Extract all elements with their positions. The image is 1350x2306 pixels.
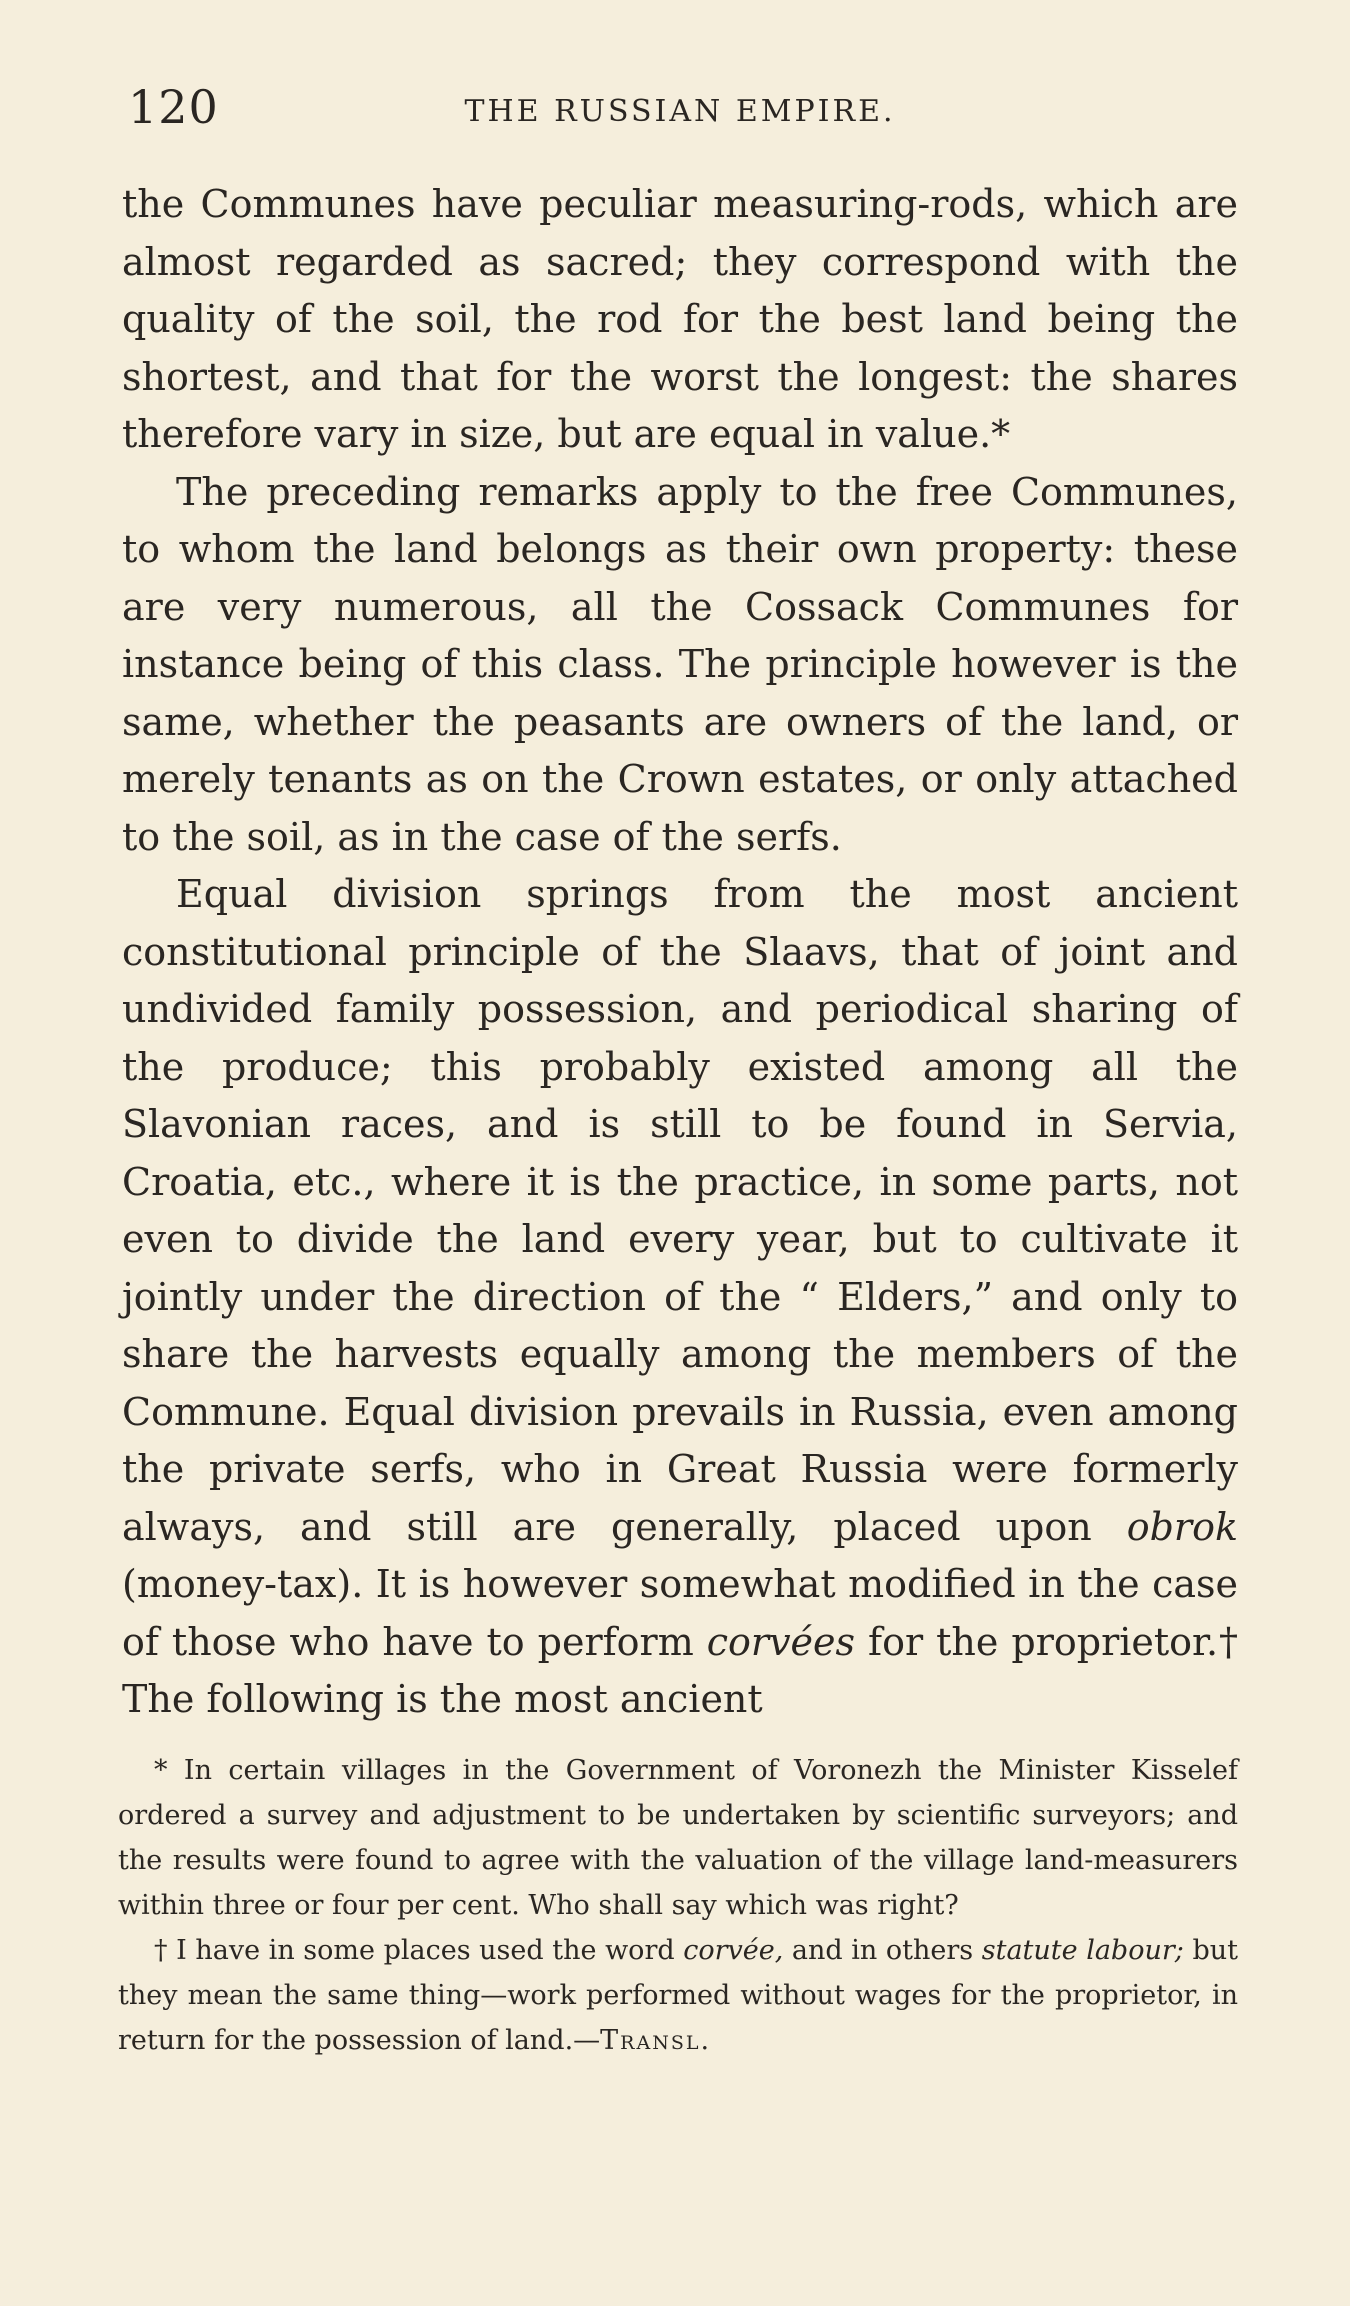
footnote-1: * In certain villages in the Government of Voronezh the Minister Kisselef ordered a survey and adjustment to be undertaken by scientific surveyors; and the results were found to agree with the valuation of the village land-measurers within three or four per cent. Who shall say which was right?	[118, 1755, 1238, 1921]
running-title: THE RUSSIAN EMPIRE.	[464, 94, 896, 129]
paragraph-2: The preceding remarks apply to the free Communes, to whom the land belongs as their own property: these are very numerous, all the Cossack Communes for instance being of this class. The principle however is the same, whether the peasants are owners of the land, or merely tenants as on the Crown estates, or only attached to the soil, as in the case of the serfs.	[122, 469, 1238, 859]
paragraph-3-part-a: Equal division springs from the most ancient constitutional principle of the Slaavs, that of joint and undivided family possession, and periodical sharing of the produce; this probably existed among all the Slavonian races, and is still to be found in Servia, Croatia, etc., where it is the practice, in some parts, not even to divide the land every year, but to cultivate it jointly under the direction of the “ Elders,” and only to share the harvests equally among the members of the Commune. Equal division prevails in Russia, even among the private serfs, who in Great Russia were formerly always, and still are generally, placed upon	[122, 872, 1238, 1549]
footnote-2	[118, 1928, 1238, 2063]
translator-mark: Transl.	[600, 2025, 712, 2056]
page-number: 120	[128, 80, 219, 134]
italic-corvee: corvée,	[683, 1935, 784, 1966]
paragraph-3	[122, 866, 1238, 1729]
paragraph-1: the Communes have peculiar measuring-rods, which are almost regarded as sacred; they correspond with the quality of the soil, the rod for the best land being the shortest, and that for the worst the longest: the shares therefore vary in size, but are equal in value.*	[122, 182, 1238, 456]
italic-obrok: obrok	[1126, 1504, 1238, 1549]
page-header	[122, 80, 1238, 140]
footnote-2-part-a: † I have in some places used the word	[154, 1935, 684, 1966]
paragraph-3-part-c: for the proprietor.† The following is the most ancient	[122, 1619, 1239, 1721]
footnotes	[118, 1748, 1238, 2063]
body-text	[122, 176, 1238, 1729]
footnote-2-part-b: and in others	[783, 1935, 982, 1966]
italic-statute-labour: statute labour;	[981, 1935, 1184, 1966]
footnote-2-part-c: but they mean the same thing—work performed without wages for the proprietor, in return for the possession of land.—	[118, 1935, 1238, 2056]
paragraph-3-part-b: (money-tax). It is however somewhat modified in the case of those who have to perform	[122, 1562, 1238, 1664]
italic-corvees: corvées	[706, 1619, 856, 1664]
